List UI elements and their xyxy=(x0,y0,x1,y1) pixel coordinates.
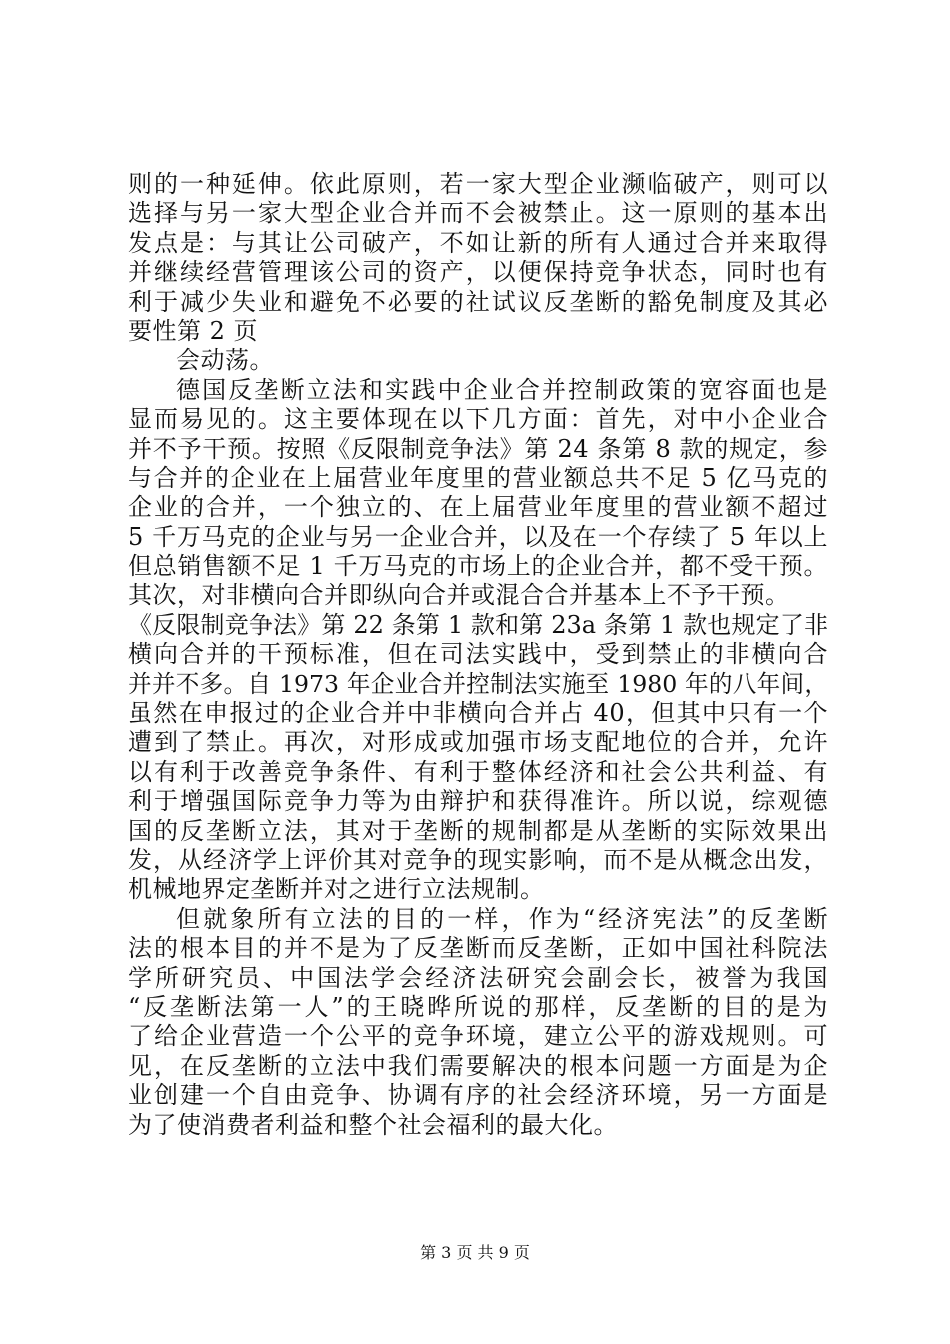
text-line: 了给企业营造一个公平的竞争环境，建立公平的游戏规则。可 xyxy=(128,1022,828,1051)
text-line: 业创建一个自由竞争、协调有序的社会经济环境，另一方面是 xyxy=(128,1081,828,1110)
text-line: 但就象所有立法的目的一样，作为“经济宪法”的反垄断 xyxy=(176,904,828,933)
text-line: 《反限制竞争法》第 22 条第 1 款和第 23a 条第 1 款也规定了非 xyxy=(128,610,828,639)
text-line: 国的反垄断立法，其对于垄断的规制都是从垄断的实际效果出 xyxy=(128,816,828,845)
page-footer: 第 3 页 共 9 页 xyxy=(420,1243,530,1262)
text-line: 显而易见的。这主要体现在以下几方面：首先，对中小企业合 xyxy=(128,405,828,434)
text-line: 并并不多。自 1973 年企业合并控制法实施至 1980 年的八年间， xyxy=(128,669,828,698)
body-text xyxy=(128,170,828,1140)
text-line: 并继续经营管理该公司的资产，以便保持竞争状态，同时也有 xyxy=(128,258,828,287)
text-line: 会动荡。 xyxy=(176,346,274,375)
text-line: 企业的合并，一个独立的、在上届营业年度里的营业额不超过 xyxy=(128,493,828,522)
text-line: 但总销售额不足 1 千万马克的市场上的企业合并，都不受干预。 xyxy=(128,552,828,581)
text-line: 利于增强国际竞争力等为由辩护和获得准许。所以说，综观德 xyxy=(128,787,828,816)
text-line: 以有利于改善竞争条件、有利于整体经济和社会公共利益、有 xyxy=(128,757,828,786)
text-line: 并不予干预。按照《反限制竞争法》第 24 条第 8 款的规定，参 xyxy=(128,434,828,463)
text-line: 为了使消费者利益和整个社会福利的最大化。 xyxy=(128,1110,618,1139)
text-line: 其次，对非横向合并即纵向合并或混合合并基本上不予干预。 xyxy=(128,581,790,610)
text-line: 德国反垄断立法和实践中企业合并控制政策的宽容面也是 xyxy=(176,375,828,404)
text-line: 遭到了禁止。再次，对形成或加强市场支配地位的合并，允许 xyxy=(128,728,828,757)
text-line: 5 千万马克的企业与另一企业合并，以及在一个存续了 5 年以上 xyxy=(128,522,828,551)
text-line: 机械地界定垄断并对之进行立法规制。 xyxy=(128,875,545,904)
text-line: “反垄断法第一人”的王晓晔所说的那样，反垄断的目的是为 xyxy=(128,992,828,1021)
text-line: 则的一种延伸。依此原则，若一家大型企业濒临破产，则可以 xyxy=(128,170,828,198)
text-line: 发点是：与其让公司破产，不如让新的所有人通过合并来取得 xyxy=(128,228,828,257)
text-line: 利于减少失业和避免不必要的社试议反垄断的豁免制度及其必 xyxy=(128,287,828,316)
text-line: 虽然在申报过的企业合并中非横向合并占 40，但其中只有一个 xyxy=(128,699,828,728)
text-line: 发，从经济学上评价其对竞争的现实影响，而不是从概念出发， xyxy=(128,845,828,874)
text-line: 要性第 2 页 xyxy=(128,316,259,345)
text-line: 横向合并的干预标准，但在司法实践中，受到禁止的非横向合 xyxy=(128,640,828,669)
text-line: 选择与另一家大型企业合并而不会被禁止。这一原则的基本出 xyxy=(128,199,828,228)
text-line: 学所研究员、中国法学会经济法研究会副会长，被誉为我国 xyxy=(128,963,828,992)
text-line: 与合并的企业在上届营业年度里的营业额总共不足 5 亿马克的 xyxy=(128,463,828,492)
text-line: 见，在反垄断的立法中我们需要解决的根本问题一方面是为企 xyxy=(128,1051,828,1080)
text-line: 法的根本目的并不是为了反垄断而反垄断，正如中国社科院法 xyxy=(128,934,828,963)
